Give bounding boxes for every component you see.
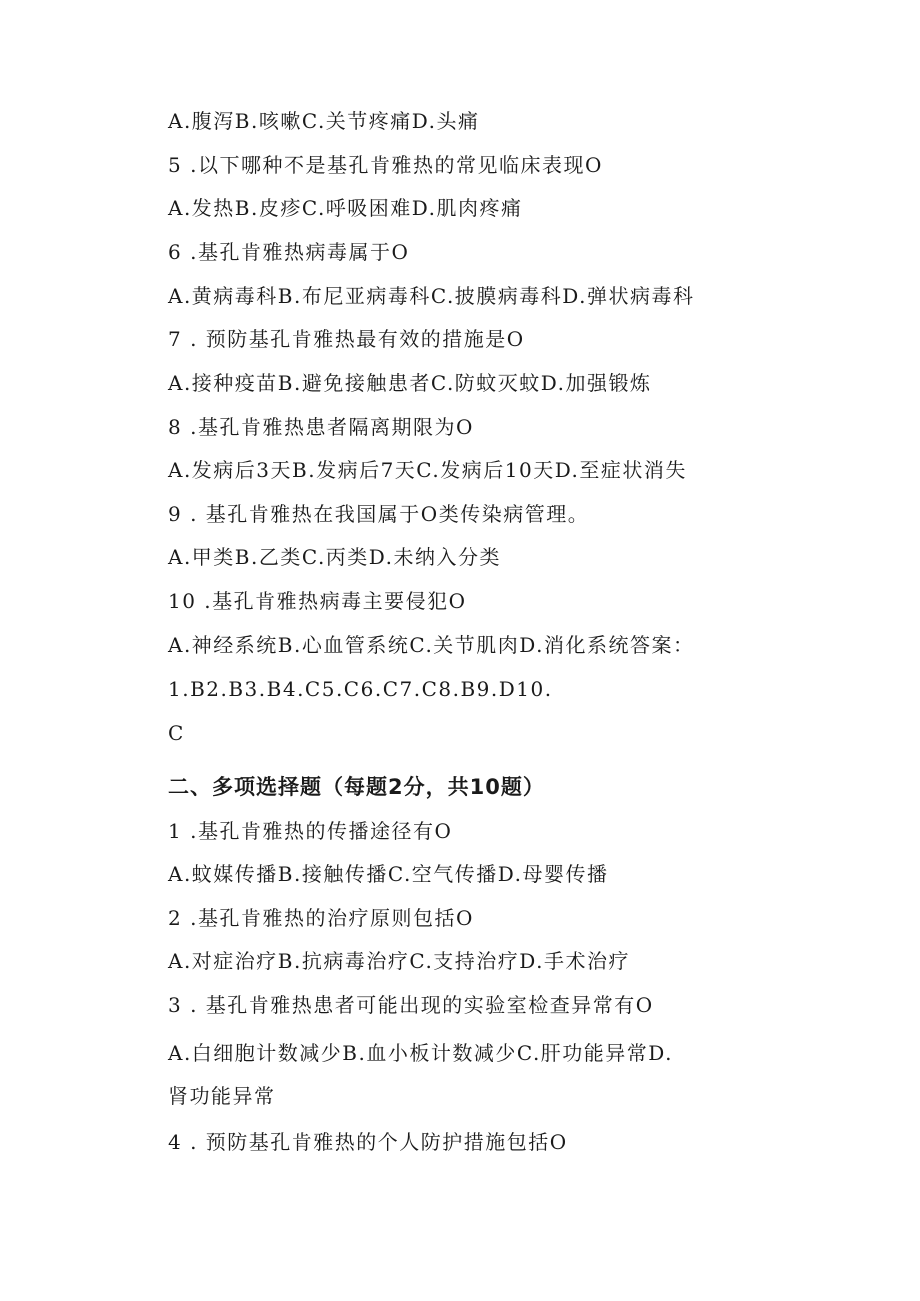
answer-key: 1.B2.B3.B4.C5.C6.C7.C8.B9.D10. <box>168 677 553 701</box>
mq3-options: A.白细胞计数减少B.血小板计数减少C.肝功能异常D. <box>168 1041 673 1065</box>
q10-options: A.神经系统B.心血管系统C.关节肌肉D.消化系统答案： <box>168 633 695 657</box>
q5-question: 5 .以下哪种不是基孔肯雅热的常见临床表现O <box>168 153 603 177</box>
q4-options: A.腹泻B.咳嗽C.关节疼痛D.头痛 <box>168 109 480 133</box>
mq2-options: A.对症治疗B.抗病毒治疗C.支持治疗D.手术治疗 <box>168 949 630 973</box>
q7-question: 7 . 预防基孔肯雅热最有效的措施是O <box>168 327 525 351</box>
mq4-question: 4 . 预防基孔肯雅热的个人防护措施包括O <box>168 1130 568 1154</box>
mq2-question: 2 .基孔肯雅热的治疗原则包括O <box>168 906 474 930</box>
q9-question: 9 . 基孔肯雅热在我国属于O类传染病管理。 <box>168 502 590 526</box>
q9-options: A.甲类B.乙类C.丙类D.未纳入分类 <box>168 545 501 569</box>
q8-options: A.发病后3天B.发病后7天C.发病后10天D.至症状消失 <box>168 458 687 482</box>
q8-question: 8 .基孔肯雅热患者隔离期限为O <box>168 415 474 439</box>
mq3-options-continued: 肾功能异常 <box>168 1084 276 1108</box>
q10-question: 10 .基孔肯雅热病毒主要侵犯O <box>168 589 467 613</box>
q6-question: 6 .基孔肯雅热病毒属于O <box>168 240 410 264</box>
q5-options: A.发热B.皮疹C.呼吸困难D.肌肉疼痛 <box>168 196 523 220</box>
q7-options: A.接种疫苗B.避免接触患者C.防蚊灭蚊D.加强锻炼 <box>168 371 652 395</box>
mq3-question: 3 . 基孔肯雅热患者可能出现的实验室检查异常有O <box>168 993 654 1017</box>
mq1-options: A.蚊媒传播B.接触传播C.空气传播D.母婴传播 <box>168 862 609 886</box>
mq1-question: 1 .基孔肯雅热的传播途径有O <box>168 819 453 843</box>
section-heading: 二、多项选择题（每题2分，共10题） <box>168 775 545 799</box>
q6-options: A.黄病毒科B.布尼亚病毒科C.披膜病毒科D.弹状病毒科 <box>168 284 695 308</box>
answer-key-continued: C <box>168 721 185 745</box>
